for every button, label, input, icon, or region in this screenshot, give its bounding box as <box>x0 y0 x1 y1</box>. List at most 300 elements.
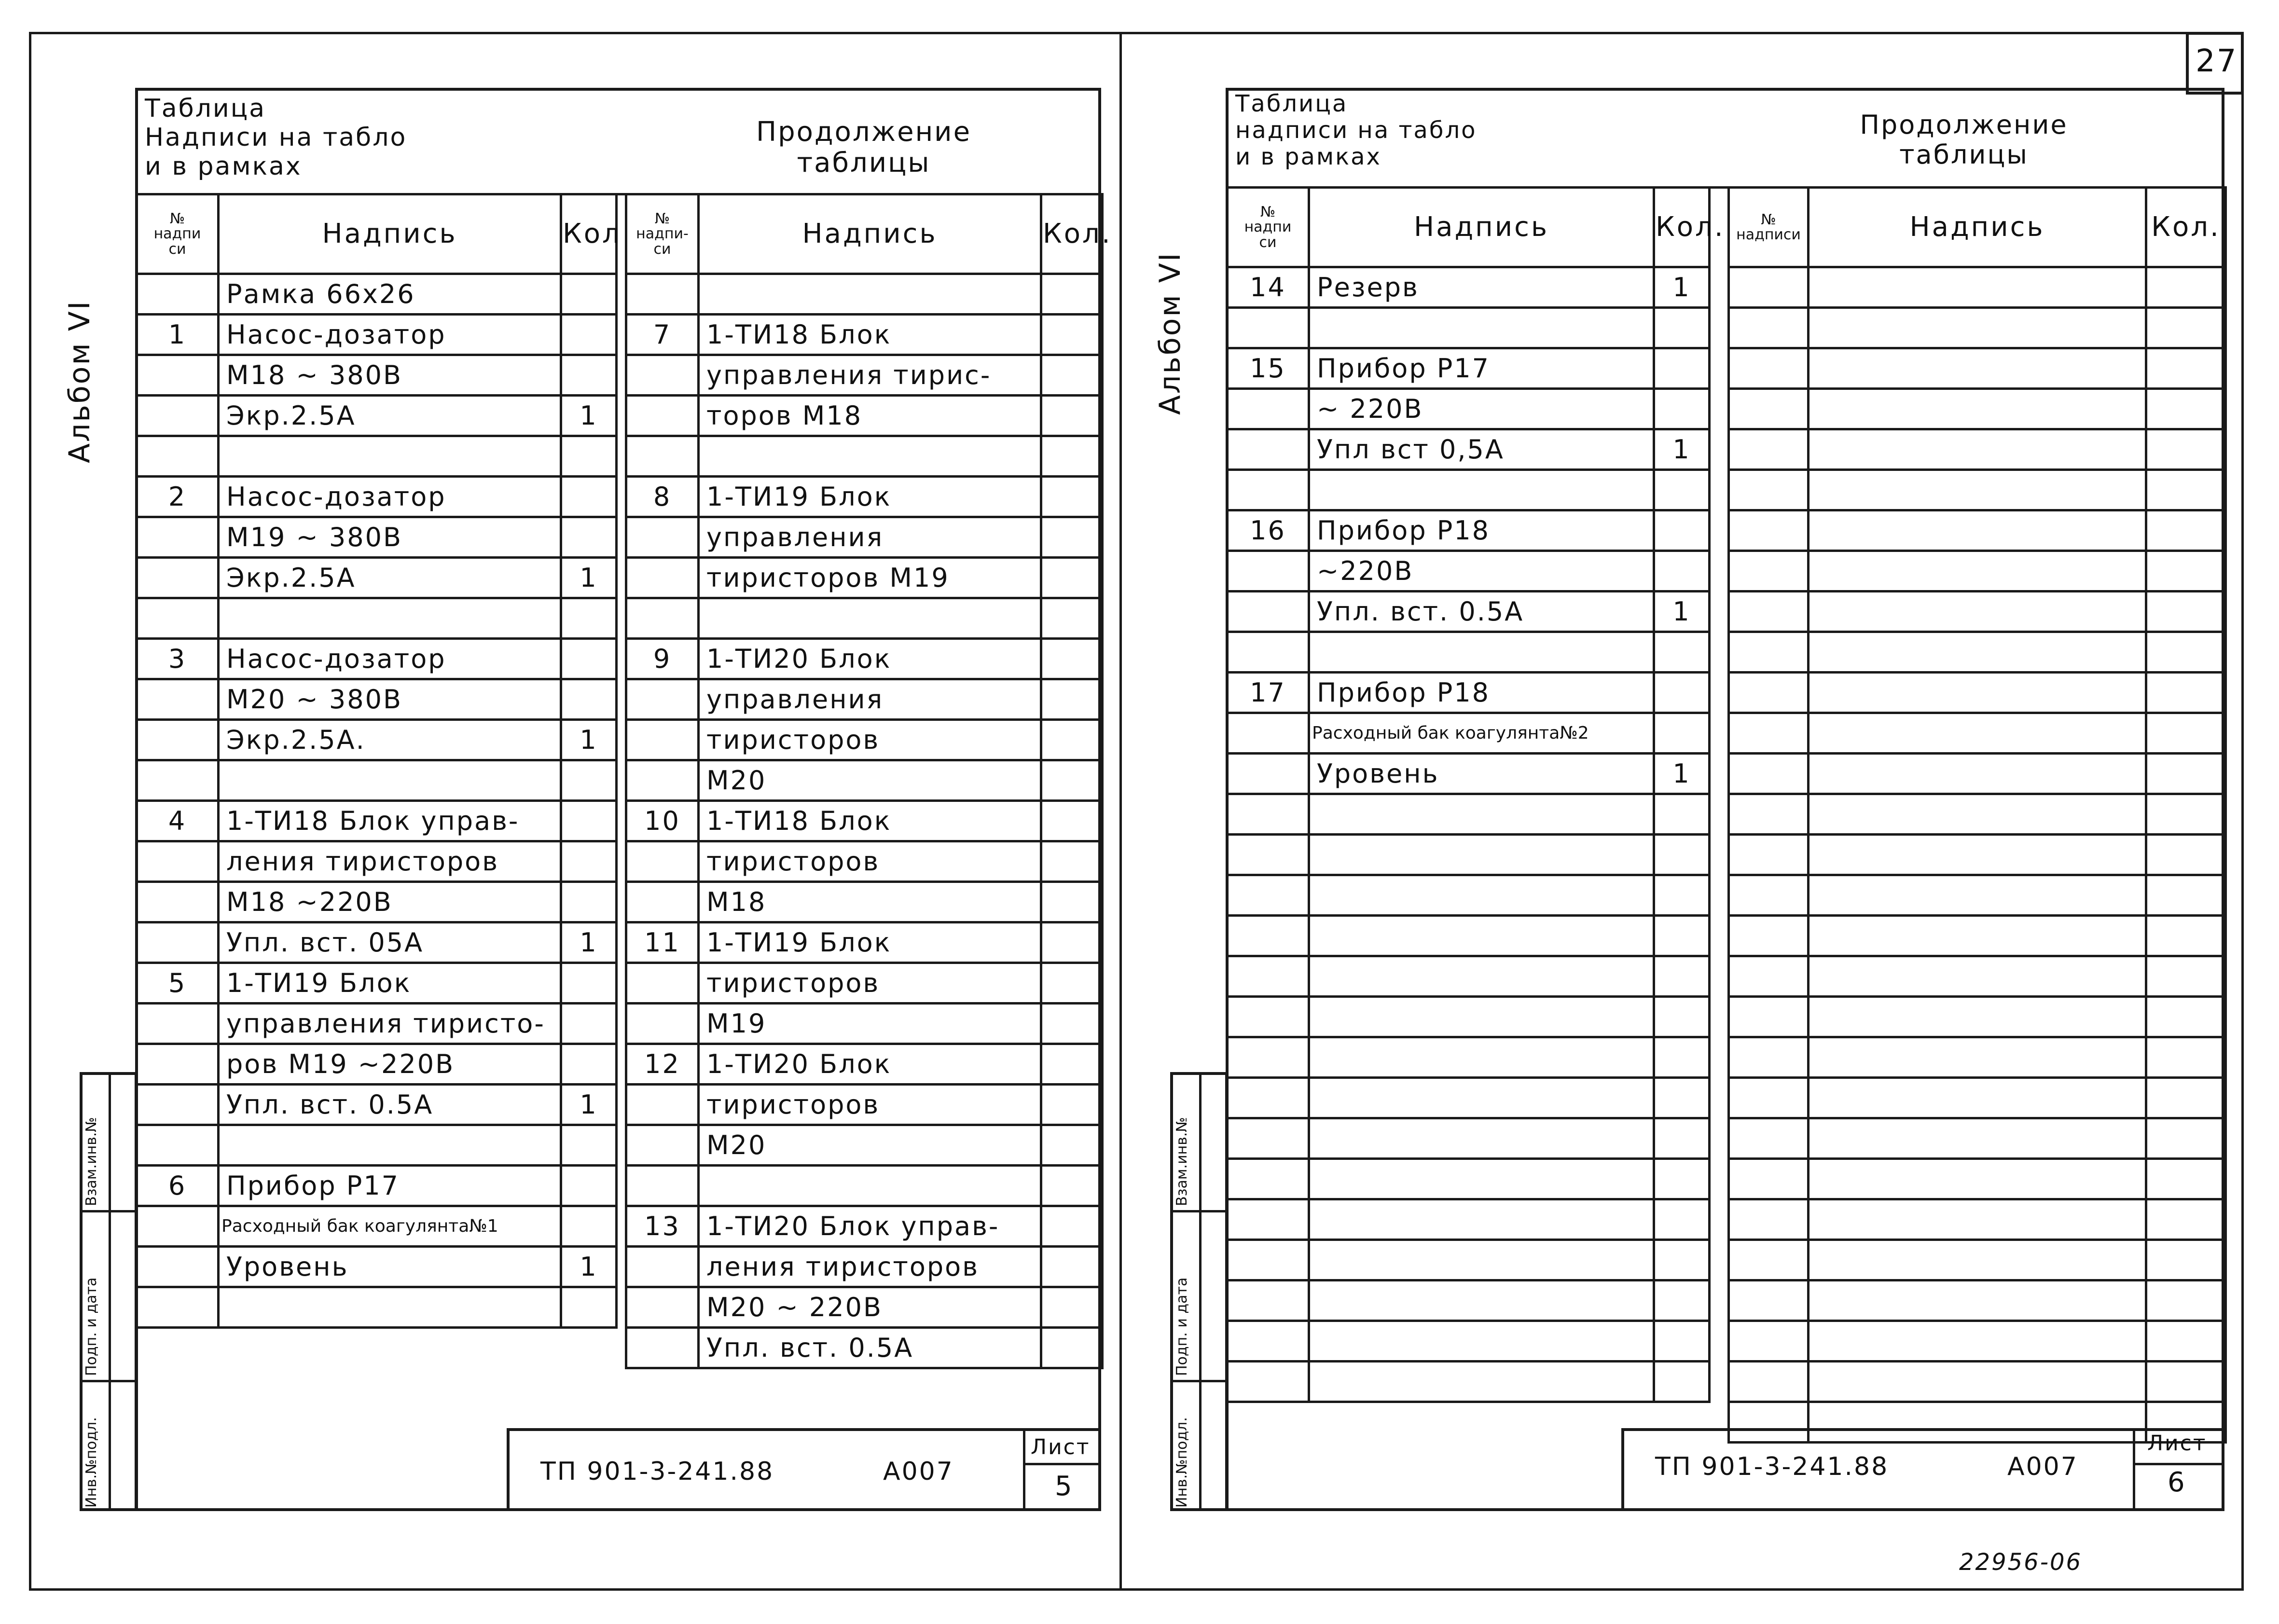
row-text-cell: М18 ~220В <box>219 882 561 922</box>
empty-cell <box>1729 673 1809 713</box>
row-number-cell <box>137 1085 219 1125</box>
table-row <box>626 1044 1103 1085</box>
row-number-cell <box>137 517 219 558</box>
row-qty-cell: 1 <box>561 922 617 963</box>
empty-cell <box>1729 835 1809 875</box>
empty-cell <box>2146 267 2226 308</box>
empty-cell <box>1809 956 2146 997</box>
sheet-2-side-label-replace: Взам.инв.№ <box>1174 1117 1190 1206</box>
row-qty-cell <box>1041 922 1103 963</box>
sheet-2-table-title: Таблица надписи на табло и в рамках <box>1235 90 1477 171</box>
row-qty-cell <box>561 639 617 679</box>
row-text-cell: управления <box>699 517 1041 558</box>
row-number-cell <box>137 1125 219 1166</box>
empty-cell <box>1729 1199 1809 1240</box>
empty-cell <box>1309 1321 1654 1362</box>
row-text-cell: М18 <box>699 882 1041 922</box>
row-qty-cell <box>561 1287 617 1328</box>
row-text-cell: М20 ~ 380В <box>219 679 561 720</box>
empty-cell <box>1809 1240 2146 1280</box>
row-qty-cell: 1 <box>1654 429 1710 470</box>
row-text-cell <box>699 436 1041 477</box>
row-qty-cell <box>561 274 617 315</box>
table-row-empty <box>1729 592 2226 632</box>
empty-cell <box>1809 1321 2146 1362</box>
page-divider <box>1119 32 1122 1590</box>
table-row <box>626 1125 1103 1166</box>
table-row <box>137 1044 617 1085</box>
row-number-cell <box>137 720 219 760</box>
empty-cell <box>1309 916 1654 956</box>
sheet-2-continuation-title: Продолжение таблицы <box>1860 110 2068 170</box>
column-header-number: № надписи <box>1729 188 1809 267</box>
empty-cell <box>2146 956 2226 997</box>
column-header-qty: Кол <box>561 194 617 274</box>
column-header-text: Надпись <box>1309 188 1654 267</box>
empty-cell <box>1654 1118 1710 1159</box>
row-qty-cell <box>1041 274 1103 315</box>
row-number-cell <box>626 1328 699 1368</box>
table-row-empty <box>1227 1280 1710 1321</box>
empty-cell <box>1227 1321 1309 1362</box>
row-number-cell: 3 <box>137 639 219 679</box>
empty-cell <box>1729 794 1809 835</box>
table-row-empty <box>1729 470 2226 510</box>
row-text-cell: Уровень <box>219 1247 561 1287</box>
table-row <box>626 355 1103 396</box>
column-header-number: № надпи си <box>137 194 219 274</box>
row-qty-cell <box>561 477 617 517</box>
row-number-cell: 7 <box>626 315 699 355</box>
table-row <box>137 922 617 963</box>
empty-cell <box>1654 1078 1710 1118</box>
table-row <box>137 558 617 598</box>
table-row-empty <box>1729 1321 2226 1362</box>
row-number-cell: 1 <box>137 315 219 355</box>
table-row <box>1227 592 1710 632</box>
empty-cell <box>1227 1159 1309 1199</box>
sheet-1-continuation-title: Продолжение таблицы <box>756 116 972 179</box>
table-row <box>137 517 617 558</box>
empty-cell <box>1729 429 1809 470</box>
empty-cell <box>1227 956 1309 997</box>
row-text-cell: Упл вст 0,5А <box>1309 429 1654 470</box>
row-text-cell <box>699 598 1041 639</box>
empty-cell <box>1809 794 2146 835</box>
row-qty-cell <box>561 517 617 558</box>
row-text-cell: Прибор Р18 <box>1309 510 1654 551</box>
table-row-empty <box>1227 1362 1710 1402</box>
sheet-1-side-stamp-sep-1 <box>80 1210 138 1212</box>
row-text-cell: тиристоров <box>699 1085 1041 1125</box>
outer-top-border <box>29 32 2244 34</box>
empty-cell <box>1729 916 1809 956</box>
row-number-cell <box>626 882 699 922</box>
table-row <box>626 1166 1103 1206</box>
empty-cell <box>2146 1280 2226 1321</box>
empty-cell <box>1729 389 1809 429</box>
row-qty-cell <box>561 598 617 639</box>
sheet-1-project-code: ТП 901-3-241.88 <box>540 1457 774 1486</box>
outer-bottom-border <box>29 1588 2244 1591</box>
row-text-cell: ~220В <box>1309 551 1654 592</box>
row-text-cell: Насос-дозатор <box>219 639 561 679</box>
empty-cell <box>1227 835 1309 875</box>
table-row-empty <box>1729 1037 2226 1078</box>
table-row <box>626 598 1103 639</box>
empty-cell <box>2146 1240 2226 1280</box>
empty-cell <box>1654 997 1710 1037</box>
table-row-empty <box>1729 389 2226 429</box>
row-qty-cell <box>561 1125 617 1166</box>
row-number-cell <box>626 1085 699 1125</box>
empty-cell <box>2146 1118 2226 1159</box>
empty-cell <box>1809 1078 2146 1118</box>
row-text-cell: 1-ТИ18 Блок <box>699 801 1041 841</box>
row-number-cell <box>626 1125 699 1166</box>
empty-cell <box>2146 551 2226 592</box>
empty-cell <box>1309 1280 1654 1321</box>
table-row-empty <box>1227 997 1710 1037</box>
empty-cell <box>1809 835 2146 875</box>
empty-cell <box>1309 875 1654 916</box>
table-row <box>626 558 1103 598</box>
row-text-cell: Упл. вст. 0.5А <box>699 1328 1041 1368</box>
empty-cell <box>1809 1159 2146 1199</box>
table-row <box>626 882 1103 922</box>
row-text-cell <box>219 598 561 639</box>
row-number-cell <box>626 396 699 436</box>
empty-cell <box>2146 1078 2226 1118</box>
table-row <box>626 1287 1103 1328</box>
row-text-cell <box>219 1287 561 1328</box>
row-qty-cell <box>561 1044 617 1085</box>
column-header-text: Надпись <box>1809 188 2146 267</box>
row-number-cell: 2 <box>137 477 219 517</box>
empty-cell <box>1729 1159 1809 1199</box>
sheet-2-right-rows <box>1729 267 2226 1443</box>
row-text-cell: тиристоров <box>699 720 1041 760</box>
sheet-1-table-title: Таблица Надписи на табло и в рамках <box>145 94 407 181</box>
row-text-cell: Экр.2.5А <box>219 558 561 598</box>
row-number-cell <box>626 760 699 801</box>
empty-cell <box>2146 1037 2226 1078</box>
row-text-cell: 1-ТИ19 Блок <box>699 922 1041 963</box>
row-number-cell <box>626 274 699 315</box>
row-qty-cell <box>1041 841 1103 882</box>
empty-cell <box>1227 1280 1309 1321</box>
row-number-cell <box>1227 632 1309 673</box>
table-row-empty <box>1729 794 2226 835</box>
row-text-cell: ~ 220В <box>1309 389 1654 429</box>
row-number-cell <box>626 720 699 760</box>
sheet-2-left-table <box>1226 186 1725 1403</box>
table-row <box>137 1085 617 1125</box>
row-text-cell: Прибор Р18 <box>1309 673 1654 713</box>
row-text-cell: Экр.2.5А. <box>219 720 561 760</box>
sheet-1-side-label-sign: Подп. и дата <box>83 1277 100 1376</box>
row-number-cell <box>137 679 219 720</box>
row-qty-cell: 1 <box>561 1247 617 1287</box>
row-text-cell: Расходный бак коагулянта№2 <box>1309 713 1654 754</box>
empty-cell <box>1809 1037 2146 1078</box>
row-number-cell <box>1227 389 1309 429</box>
row-number-cell: 12 <box>626 1044 699 1085</box>
row-qty-cell <box>1041 517 1103 558</box>
row-number-cell <box>1227 592 1309 632</box>
table-row <box>137 477 617 517</box>
sheet-2-side-label-inv: Инв.№подл. <box>1174 1417 1190 1508</box>
table-row <box>137 963 617 1004</box>
empty-cell <box>1809 1199 2146 1240</box>
row-text-cell: Экр.2.5А <box>219 396 561 436</box>
column-header-text: Надпись <box>219 194 561 274</box>
row-qty-cell <box>1041 558 1103 598</box>
row-text-cell <box>699 1166 1041 1206</box>
row-text-cell <box>1309 632 1654 673</box>
empty-cell <box>2146 1321 2226 1362</box>
row-qty-cell <box>1041 760 1103 801</box>
row-qty-cell <box>561 801 617 841</box>
empty-cell <box>1729 348 1809 389</box>
empty-cell <box>1227 997 1309 1037</box>
empty-cell <box>1309 1037 1654 1078</box>
sheet-2-side-stamp-sep-2 <box>1170 1380 1228 1382</box>
row-qty-cell <box>561 1004 617 1044</box>
empty-cell <box>2146 916 2226 956</box>
empty-cell <box>1729 1037 1809 1078</box>
row-qty-cell: 1 <box>1654 754 1710 794</box>
outer-right-border <box>2241 32 2244 1590</box>
row-qty-cell <box>561 760 617 801</box>
table-row-empty <box>1729 754 2226 794</box>
row-qty-cell <box>1041 1125 1103 1166</box>
table-row <box>1227 632 1710 673</box>
empty-cell <box>1729 1321 1809 1362</box>
sheet-2-album-label: Альбом VI <box>1153 251 1187 415</box>
table-row <box>137 760 617 801</box>
empty-cell <box>2146 429 2226 470</box>
table-row-empty <box>1227 1037 1710 1078</box>
row-number-cell <box>626 1287 699 1328</box>
row-number-cell <box>1227 429 1309 470</box>
empty-cell <box>2146 389 2226 429</box>
row-text-cell: тиристоров <box>699 963 1041 1004</box>
empty-cell <box>1809 470 2146 510</box>
column-header-text: Надпись <box>699 194 1041 274</box>
row-qty-cell <box>1654 348 1710 389</box>
table-row <box>137 1125 617 1166</box>
row-text-cell: Насос-дозатор <box>219 315 561 355</box>
empty-cell <box>1809 510 2146 551</box>
row-qty-cell <box>1041 1004 1103 1044</box>
table-row-empty <box>1729 835 2226 875</box>
outer-left-border <box>29 32 31 1590</box>
row-number-cell <box>137 882 219 922</box>
empty-cell <box>2146 1159 2226 1199</box>
table-row <box>626 922 1103 963</box>
table-row-empty <box>1729 713 2226 754</box>
empty-cell <box>1729 510 1809 551</box>
row-text-cell: ров М19 ~220В <box>219 1044 561 1085</box>
empty-cell <box>1809 308 2146 348</box>
row-text-cell: М20 <box>699 1125 1041 1166</box>
row-number-cell <box>137 1247 219 1287</box>
empty-cell <box>1729 1280 1809 1321</box>
table-row-empty <box>1729 267 2226 308</box>
sheet-1-sheet-number: 5 <box>1055 1471 1074 1502</box>
sheet-1-title-block-divider <box>1023 1428 1025 1511</box>
empty-cell <box>1729 632 1809 673</box>
empty-cell <box>2146 470 2226 510</box>
empty-cell <box>2146 875 2226 916</box>
empty-cell <box>2146 713 2226 754</box>
sheet-1-side-label-inv: Инв.№подл. <box>83 1417 100 1508</box>
row-number-cell <box>626 841 699 882</box>
row-text-cell <box>219 1125 561 1166</box>
empty-cell <box>1309 794 1654 835</box>
empty-cell <box>1729 754 1809 794</box>
table-row-empty <box>1729 510 2226 551</box>
table-row-empty <box>1227 1240 1710 1280</box>
empty-cell <box>1729 267 1809 308</box>
row-number-cell <box>137 1287 219 1328</box>
table-row <box>626 801 1103 841</box>
row-qty-cell <box>1041 963 1103 1004</box>
row-qty-cell <box>1041 355 1103 396</box>
row-text-cell <box>1309 308 1654 348</box>
row-number-cell <box>137 598 219 639</box>
table-row-empty <box>1227 956 1710 997</box>
table-row <box>626 963 1103 1004</box>
row-qty-cell <box>1654 470 1710 510</box>
table-row-empty <box>1729 348 2226 389</box>
sheet-2-side-stamp-divider <box>1199 1072 1202 1511</box>
column-header-qty: Кол. <box>1041 194 1103 274</box>
empty-cell <box>1729 1240 1809 1280</box>
empty-cell <box>1227 1037 1309 1078</box>
row-text-cell: М19 ~ 380В <box>219 517 561 558</box>
row-qty-cell <box>1041 1206 1103 1247</box>
empty-cell <box>1729 551 1809 592</box>
empty-cell <box>1809 551 2146 592</box>
row-text-cell: управления тирис- <box>699 355 1041 396</box>
row-text-cell: М19 <box>699 1004 1041 1044</box>
row-number-cell <box>626 1247 699 1287</box>
empty-cell <box>1309 1240 1654 1280</box>
table-row <box>626 517 1103 558</box>
table-row-empty <box>1729 997 2226 1037</box>
empty-cell <box>1729 713 1809 754</box>
row-qty-cell <box>1654 551 1710 592</box>
row-text-cell: Насос-дозатор <box>219 477 561 517</box>
empty-cell <box>2146 754 2226 794</box>
empty-cell <box>1809 429 2146 470</box>
sheet-1-album-label: Альбом VI <box>63 300 97 463</box>
row-text-cell: 1-ТИ19 Блок <box>699 477 1041 517</box>
empty-cell <box>2146 1199 2226 1240</box>
table-row-empty <box>1227 875 1710 916</box>
table-row-empty <box>1729 1159 2226 1199</box>
row-number-cell: 4 <box>137 801 219 841</box>
sheet-2-side-stamp-sep-1 <box>1170 1210 1228 1212</box>
table-row <box>1227 713 1710 754</box>
empty-cell <box>1729 1118 1809 1159</box>
row-number-cell <box>626 598 699 639</box>
table-row-empty <box>1729 956 2226 997</box>
row-number-cell: 17 <box>1227 673 1309 713</box>
table-row-empty <box>1227 1078 1710 1118</box>
row-number-cell: 10 <box>626 801 699 841</box>
table-row <box>626 1247 1103 1287</box>
row-number-cell <box>626 355 699 396</box>
table-row <box>626 315 1103 355</box>
sheet-2-right-table <box>1727 186 2227 1444</box>
empty-cell <box>2146 308 2226 348</box>
column-header-qty: Кол. <box>1654 188 1710 267</box>
table-row <box>137 1166 617 1206</box>
table-row <box>137 720 617 760</box>
row-qty-cell <box>561 882 617 922</box>
sheet-1-sheet-label-sep <box>1023 1463 1101 1465</box>
table-row-empty <box>1729 1240 2226 1280</box>
table-row <box>626 841 1103 882</box>
row-number-cell <box>626 679 699 720</box>
table-row <box>137 1287 617 1328</box>
row-number-cell <box>1227 754 1309 794</box>
table-row-empty <box>1227 835 1710 875</box>
empty-cell <box>1227 1078 1309 1118</box>
row-text-cell: 1-ТИ20 Блок <box>699 639 1041 679</box>
row-qty-cell <box>1041 1166 1103 1206</box>
row-number-cell: 8 <box>626 477 699 517</box>
row-number-cell: 6 <box>137 1166 219 1206</box>
empty-cell <box>1654 1159 1710 1199</box>
row-qty-cell <box>1041 1247 1103 1287</box>
empty-cell <box>1729 308 1809 348</box>
table-row <box>137 355 617 396</box>
row-text-cell: Резерв <box>1309 267 1654 308</box>
empty-cell <box>1809 267 2146 308</box>
empty-cell <box>1227 875 1309 916</box>
row-qty-cell: 1 <box>561 720 617 760</box>
row-qty-cell <box>1041 598 1103 639</box>
empty-cell <box>1654 1321 1710 1362</box>
row-number-cell <box>626 436 699 477</box>
table-row <box>1227 551 1710 592</box>
row-text-cell <box>219 760 561 801</box>
table-row-empty <box>1729 1078 2226 1118</box>
row-number-cell <box>137 558 219 598</box>
row-text-cell: Рамка 66х26 <box>219 274 561 315</box>
empty-cell <box>1809 997 2146 1037</box>
row-number-cell <box>137 355 219 396</box>
empty-cell <box>1809 673 2146 713</box>
row-qty-cell <box>561 1166 617 1206</box>
sheet-1-left-table <box>135 193 622 1329</box>
sheet-2-project-code: ТП 901-3-241.88 <box>1655 1452 1889 1481</box>
empty-cell <box>1729 1078 1809 1118</box>
row-number-cell <box>1227 308 1309 348</box>
empty-cell <box>2146 673 2226 713</box>
sheet-2-side-label-sign: Подп. и дата <box>1174 1277 1190 1376</box>
row-text-cell: Упл. вст. 05А <box>219 922 561 963</box>
empty-cell <box>1809 1362 2146 1402</box>
row-qty-cell <box>1041 679 1103 720</box>
row-text-cell: тиристоров <box>699 841 1041 882</box>
table-row <box>626 760 1103 801</box>
empty-cell <box>1309 835 1654 875</box>
